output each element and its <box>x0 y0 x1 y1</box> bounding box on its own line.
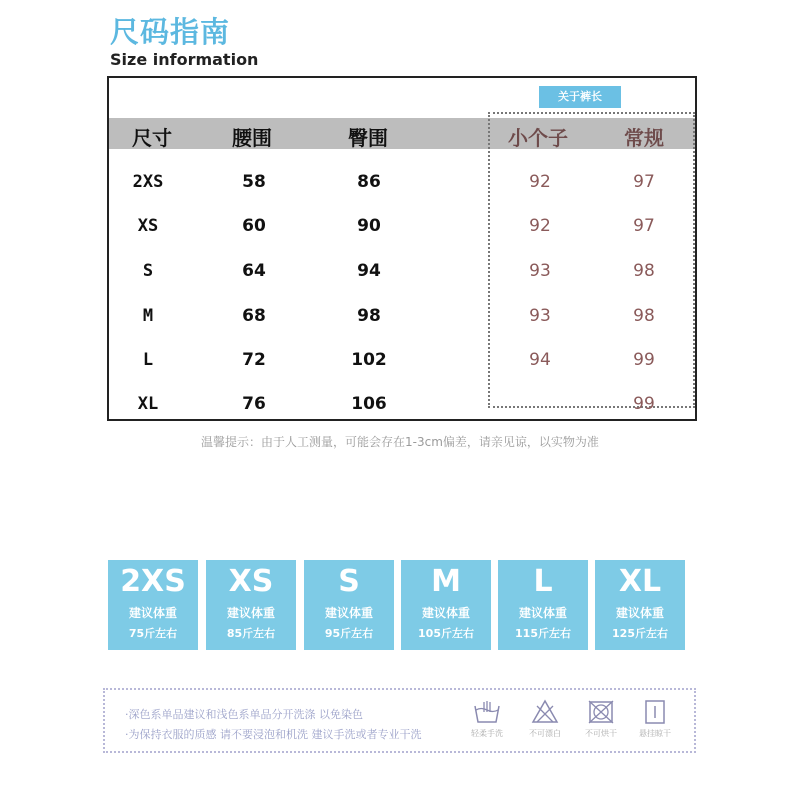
cell-regular: 99 <box>633 350 655 370</box>
cell-hip: 102 <box>351 350 387 370</box>
table-row <box>109 206 695 250</box>
cell-size: 2XS <box>132 172 164 192</box>
card-size: XS <box>228 564 274 599</box>
size-card <box>206 560 296 650</box>
size-table <box>107 76 697 421</box>
card-weight: 75斤左右 <box>128 627 178 640</box>
size-card <box>401 560 491 650</box>
cell-regular: 99 <box>633 394 655 414</box>
care-label: 悬挂晾干 <box>639 729 671 738</box>
care-icon-item <box>467 698 507 739</box>
table-row <box>109 296 695 340</box>
table-row <box>109 384 695 428</box>
card-size: 2XS <box>120 564 186 599</box>
table-row <box>109 162 695 206</box>
page-subtitle: Size information <box>110 50 259 69</box>
cell-regular: 98 <box>633 306 655 326</box>
care-icon-item <box>525 698 565 739</box>
card-label: 建议体重 <box>518 606 567 620</box>
column-header-regular: 常规 <box>624 126 664 150</box>
care-label: 轻柔手洗 <box>471 729 503 738</box>
cell-waist: 72 <box>242 350 266 370</box>
cell-regular: 98 <box>633 261 655 281</box>
hang-dry-icon <box>640 698 670 726</box>
card-weight: 95斤左右 <box>324 627 374 640</box>
cell-hip: 94 <box>357 261 381 281</box>
cell-waist: 76 <box>242 394 266 414</box>
card-size: M <box>431 564 461 599</box>
cell-regular: 97 <box>633 172 655 192</box>
column-header-size: 尺寸 <box>132 126 172 150</box>
size-cards <box>108 560 688 650</box>
no-bleach-icon <box>530 698 560 726</box>
care-label: 不可烘干 <box>585 729 617 738</box>
card-size: S <box>338 564 360 599</box>
size-card <box>595 560 685 650</box>
size-card <box>304 560 394 650</box>
cell-hip: 106 <box>351 394 387 414</box>
cell-petite: 92 <box>529 216 551 236</box>
cell-size: S <box>142 261 154 281</box>
no-tumble-dry-icon <box>586 698 616 726</box>
cell-size: L <box>142 350 154 370</box>
cell-size: M <box>142 306 154 326</box>
hand-wash-icon <box>472 698 502 726</box>
cell-hip: 86 <box>357 172 381 192</box>
card-weight: 105斤左右 <box>418 627 474 640</box>
cell-size: XS <box>137 216 159 236</box>
care-icon-item <box>635 698 675 739</box>
cell-petite: 94 <box>529 350 551 370</box>
page-title: 尺码指南 <box>110 15 231 49</box>
column-header-hip: 臀围 <box>348 126 388 150</box>
card-weight: 115斤左右 <box>515 627 571 640</box>
card-label: 建议体重 <box>128 606 177 620</box>
care-instructions <box>103 688 696 753</box>
care-icon-item <box>581 698 621 739</box>
cell-waist: 68 <box>242 306 266 326</box>
cell-waist: 58 <box>242 172 266 192</box>
care-line-2: ·为保持衣服的质感 请不要浸泡和机洗 建议手洗或者专业干洗 <box>125 728 422 741</box>
cell-petite: 92 <box>529 172 551 192</box>
cell-waist: 64 <box>242 261 266 281</box>
table-row <box>109 251 695 295</box>
pants-length-tag: 关于裤长 <box>539 86 621 108</box>
cell-petite: 93 <box>529 261 551 281</box>
card-weight: 85斤左右 <box>226 627 276 640</box>
card-label: 建议体重 <box>421 606 470 620</box>
column-header-waist: 腰围 <box>232 126 272 150</box>
table-row <box>109 340 695 384</box>
cell-hip: 98 <box>357 306 381 326</box>
card-label: 建议体重 <box>324 606 373 620</box>
cell-regular: 97 <box>633 216 655 236</box>
size-card <box>108 560 198 650</box>
cell-hip: 90 <box>357 216 381 236</box>
cell-size: XL <box>137 394 159 414</box>
measurement-note: 温馨提示：由于人工测量，可能会存在1-3cm偏差，请亲见谅，以实物为准 <box>201 435 599 449</box>
cell-waist: 60 <box>242 216 266 236</box>
care-label: 不可漂白 <box>529 729 561 738</box>
column-header-petite: 小个子 <box>508 126 568 150</box>
card-weight: 125斤左右 <box>612 627 668 640</box>
cell-petite: 93 <box>529 306 551 326</box>
card-size: XL <box>618 564 662 599</box>
card-label: 建议体重 <box>615 606 664 620</box>
card-label: 建议体重 <box>226 606 275 620</box>
care-line-1: ·深色系单品建议和浅色系单品分开洗涤 以免染色 <box>125 708 363 721</box>
card-size: L <box>533 564 553 599</box>
size-card <box>498 560 588 650</box>
